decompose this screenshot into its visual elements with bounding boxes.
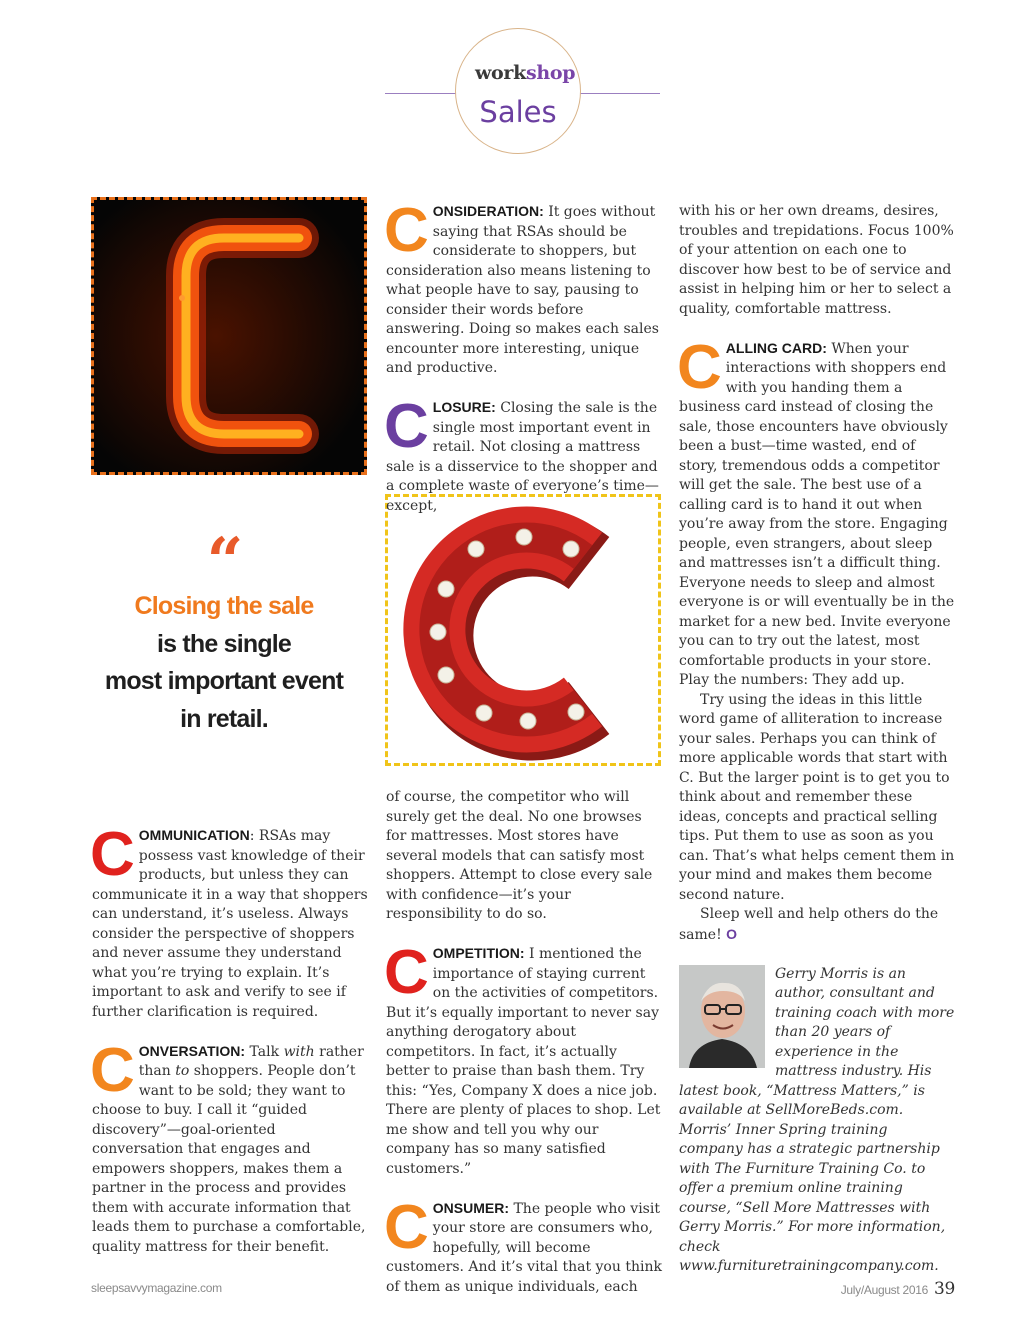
section-label: workshop — [475, 62, 576, 84]
section-lead: ONVERSATION: — [138, 1042, 246, 1059]
drop-cap: C — [677, 332, 722, 402]
column-3-text — [679, 202, 955, 1277]
section-lead: ALLING CARD: — [725, 339, 827, 356]
author-photo — [679, 965, 765, 1068]
competition-paragraph: COMPETITION: I mentioned the importance of staying current on the activities of competitors. But it’s equally important to never say anything derogatory about competitors. In fact, it’s actually better to praise than bash them. Try this: “Yes, Company X does a nice job. There are plenty of places to shop. Let me show and tell you why our company has so many satisfied customers.” — [384, 938, 661, 1177]
drop-cap: C — [90, 820, 135, 889]
author-bio: Gerry Morris is an author, consultant and training coach with more than 20 years of experience in the mattress industry. His latest book, “Mattress Matters,” is available at SellMoreBeds.com. Morris’ Inner Spring training company has a strategic partnership with The Furniture Training Co. to offer a premium online training course, “Sell More Mattresses with Gerry Morris.” For more information, check www.furnituretrainingcompany.com. — [679, 965, 955, 1274]
closure-continued: of course, the competitor who will surely get the deal. No one browses for mattresses. Most stores have several models that can satisfy most shoppers. Attempt to close every sale with confidence—it’s your responsibility to do so. — [386, 789, 653, 922]
section-lead: ONSUMER: — [432, 1199, 510, 1216]
neon-letter-c-image — [91, 197, 367, 475]
column-1-text — [90, 820, 368, 1257]
consumer-continued: with his or her own dreams, desires, troubles and trepidations. Focus 100% of your attention on each one to discover how best to be of service and assist in helping him or her to select a quality, comfortable mattress. — [679, 203, 954, 317]
consideration-paragraph: CONSIDERATION: It goes without saying that RSAs should be considerate to shoppers, but consideration also means listening to what people have to say, pausing to consider their words before answering. Doing so makes each sales encounter more interesting, unique and productive. — [384, 196, 659, 376]
end-mark: O — [726, 925, 738, 942]
column-2-bottom-text — [386, 788, 662, 1297]
pull-quote-mark: “ — [206, 524, 244, 599]
pull-quote-highlight: Closing the sale — [134, 592, 314, 620]
pull-quote-line: in retail. — [180, 704, 268, 733]
sleep-paragraph: Sleep well and help others do the same! O — [679, 906, 939, 943]
section-lead: OMMUNICATION — [138, 827, 250, 843]
drop-cap: C — [90, 1035, 135, 1105]
neon-c-graphic — [94, 200, 364, 472]
drop-cap: C — [384, 392, 429, 461]
consumer-paragraph: CONSUMER: The people who visit your store are consumers who, hopefully, will become customers. And it’s vital that you think of them as unique individuals, each — [384, 1192, 662, 1295]
calling-card-paragraph: CALLING CARD: When your interactions with shoppers end with you handing them a business card instead of closing the sale, those encounters have obviously been a bust—time wasted, end of story, tremendous odds a competitor will get the sale. The best use of a calling card is to hand it out when you’re away from the store. Engaging people, even strangers, about sleep and mattresses isn’t a difficult thing. Everyone needs to sleep and almost everyone is or will eventually be in the market for a new bed. Invite everyone you can to try out the latest, most comfortable products in your store. Play the numbers: They add up. — [677, 332, 955, 688]
drop-cap: C — [384, 938, 429, 1007]
pull-quote-line: is the single — [156, 629, 292, 658]
footer-site: sleepsavvymagazine.com — [91, 1281, 222, 1295]
communication-paragraph: COMMUNICATION: RSAs may possess vast knowledge of their products, but unless they can communicate it in a way that shoppers can understand, it’s useless. Always consider the perspective of shoppers and never assume they understand what you’re trying to explain. It’s important to ask and verify to see if further clarification is required. — [90, 820, 368, 1020]
footer-issue: July/August 2016 39 — [840, 1279, 955, 1299]
section-lead: LOSURE: — [432, 399, 496, 415]
pull-quote — [78, 588, 370, 738]
closure-paragraph: CLOSURE: Closing the sale is the single most important event in retail. Not closing a mattress sale is a disservice to the shopper and a complete waste of everyone’s time—except, — [384, 392, 659, 514]
page-number: 39 — [933, 1279, 955, 1299]
department-title: Sales — [479, 95, 557, 129]
conversation-paragraph: CONVERSATION: Talk with rather than to shoppers. People don’t want to be sold; they want to choose to buy. I call it “guided discovery”—goal-oriented conversation that engages and empowers shoppers, makes them a partner in the process and provides them with accurate information that leads them to purchase a comfortable, quality mattress for their benefit. — [90, 1035, 366, 1255]
author-portrait — [679, 965, 765, 1068]
marquee-letter-c-image — [385, 494, 661, 766]
drop-cap: C — [384, 1192, 429, 1262]
section-lead: OMPETITION: — [432, 945, 525, 961]
header-badge — [455, 28, 581, 154]
column-2-top-text — [384, 196, 662, 516]
try-paragraph: Try using the ideas in this little word game of alliteration to increase your sales. Perhaps you can think of more applicable words that start with C. But the larger point is to get you to think about and remember these ideas, concepts and practical selling tips. Put them to use as soon as you can. That’s what helps cement them in your mind and makes them become second nature. — [679, 691, 955, 903]
drop-cap: C — [384, 196, 429, 265]
section-lead: ONSIDERATION: — [432, 203, 544, 219]
marquee-c-graphic — [388, 497, 658, 763]
pull-quote-line: most important event — [104, 667, 344, 695]
